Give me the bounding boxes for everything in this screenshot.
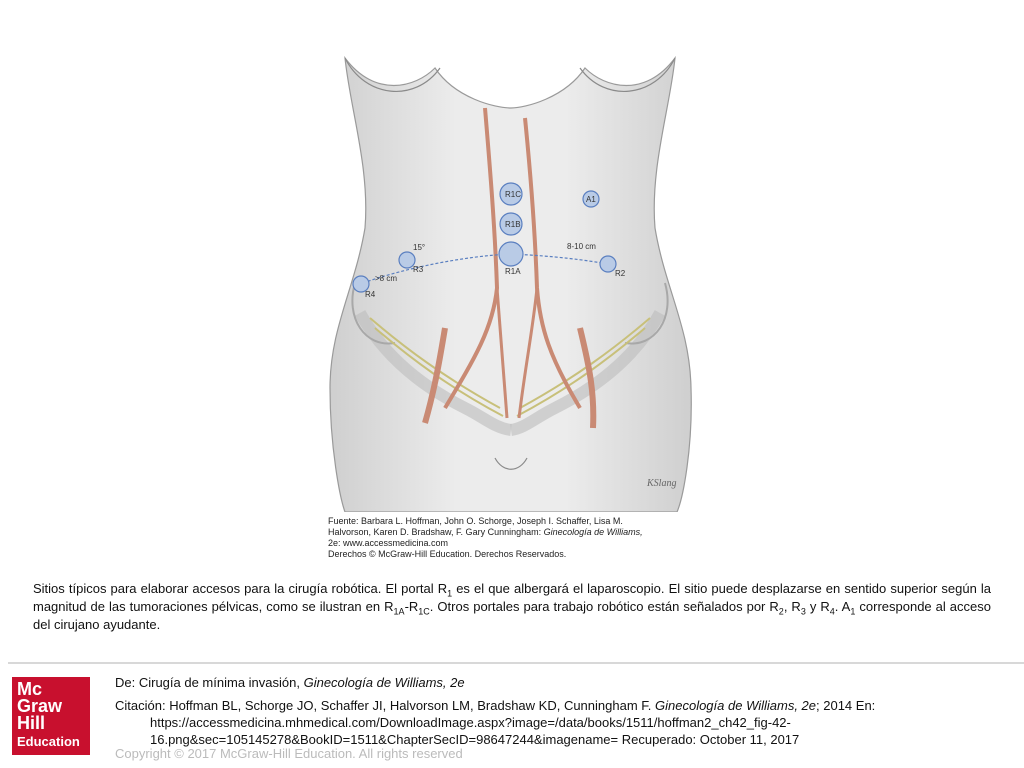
caption-sub-3: 1C — [418, 606, 430, 617]
source-line-3: 2e: www.accessmedicina.com — [328, 538, 449, 548]
label-r1b: R1B — [505, 220, 521, 229]
figure-source — [328, 516, 694, 560]
caption-part-6: y R — [805, 599, 830, 614]
citation-url-1[interactable]: https://accessmedicina.mhmedical.com/DownloadImage.aspx?image=/data/books/1511/hoffman2_ch42_fig-42- — [150, 715, 791, 730]
figure-caption — [33, 580, 991, 634]
port-r2 — [600, 256, 616, 272]
caption-part-7: . A — [834, 599, 851, 614]
caption-part-2: es el que albergará el laparoscopio. El sitio puede desplazarse en sentido superior según la magnitud de las tumoraciones pélvicas, como se ilustran en R — [33, 581, 991, 614]
label-dist-right: 8-10 cm — [567, 242, 596, 251]
logo-line-4: Education — [17, 734, 80, 749]
abdomen-illustration — [325, 28, 697, 512]
caption-sub-5: 3 — [800, 606, 806, 617]
footer-divider — [8, 662, 1024, 664]
source-line-2-text: Halvorson, Karen D. Bradshaw, F. Gary Cunningham: — [328, 527, 544, 537]
caption-part-4: . Otros portales para trabajo robótico están señalados por R — [429, 599, 779, 614]
caption-sub-6: 4 — [829, 606, 835, 617]
caption-part-3: -R — [404, 599, 419, 614]
torso-outline — [330, 58, 691, 512]
source-line-2 — [328, 527, 694, 538]
caption-sub-2: 1A — [393, 606, 405, 617]
copyright: Copyright © 2017 McGraw-Hill Education. All rights reserved — [115, 746, 463, 761]
label-angle: 15° — [413, 243, 426, 252]
label-r3: R3 — [413, 265, 424, 274]
artist-signature: KSlang — [647, 478, 677, 489]
anatomy-figure — [325, 28, 697, 562]
citation-book: Ginecología de Williams, 2e — [655, 698, 817, 713]
caption-sub-1: 1 — [447, 588, 453, 599]
citation-suffix: ; 2014 En: — [816, 698, 876, 713]
logo-line-1: Mc — [17, 679, 43, 699]
caption-sub-7: 1 — [850, 606, 856, 617]
source-book: Ginecología de Williams, — [543, 527, 643, 537]
source-chapter-prefix: De: Cirugía de mínima invasión, — [115, 675, 304, 690]
caption-sub-4: 2 — [778, 606, 784, 617]
caption-part-8: corresponde al acceso del cirujano ayudante. — [33, 599, 991, 632]
label-a1: A1 — [586, 195, 596, 204]
caption-part-5: , R — [783, 599, 801, 614]
logo-line-2: Graw — [17, 696, 63, 716]
citation-line-1 — [115, 697, 975, 714]
logo-line-3: Hill — [17, 713, 46, 733]
label-r2: R2 — [615, 269, 626, 278]
mcgraw-hill-logo — [12, 677, 90, 755]
port-r1a — [499, 242, 523, 266]
source-chapter — [115, 675, 465, 690]
citation — [115, 697, 975, 748]
caption-part-1: Sitios típicos para elaborar accesos para la cirugía robótica. El portal R — [33, 581, 448, 596]
citation-url-2[interactable]: 16.png&sec=105145278&BookID=1511&ChapterSecID=98647244&imagename= Recuperado: October 11, 2017 — [150, 732, 800, 747]
label-r1a: R1A — [505, 267, 521, 276]
citation-prefix: Citación: Hoffman BL, Schorge JO, Schaffer JI, Halvorson LM, Bradshaw KD, Cunningham F. — [115, 698, 655, 713]
source-chapter-book: Ginecología de Williams, 2e — [303, 675, 465, 690]
label-r1c: R1C — [505, 190, 522, 199]
label-dist-left: >8 cm — [375, 274, 398, 283]
label-r4: R4 — [365, 290, 376, 299]
source-line-4: Derechos © McGraw-Hill Education. Derechos Reservados. — [328, 549, 567, 559]
source-line-1: Fuente: Barbara L. Hoffman, John O. Schorge, Joseph I. Schaffer, Lisa M. — [328, 516, 623, 526]
